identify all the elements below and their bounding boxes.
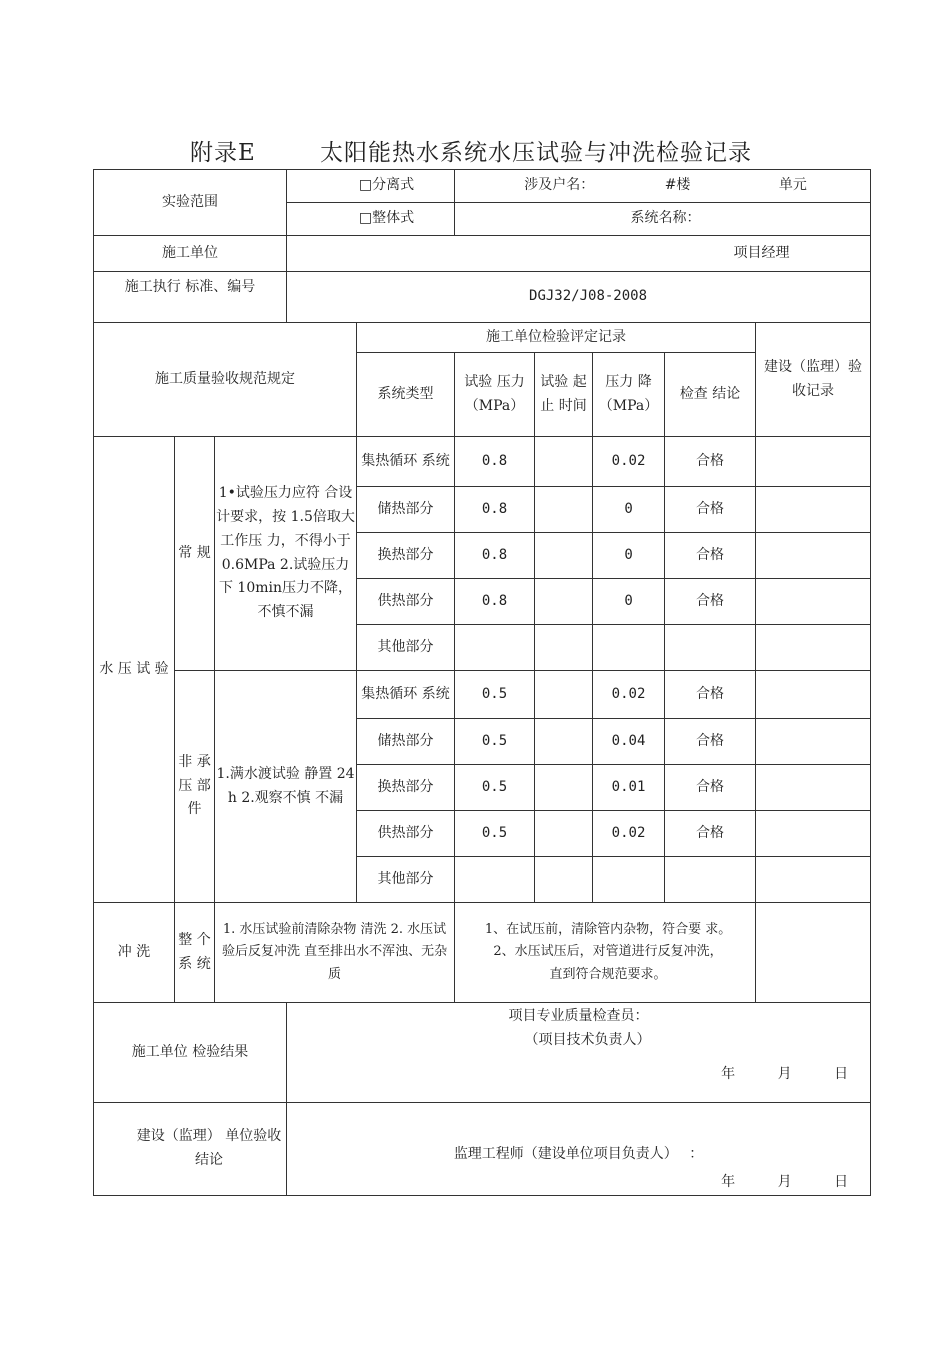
building-label: #楼	[664, 177, 691, 194]
contractor-row	[94, 236, 871, 272]
drop-cell: 0	[593, 533, 665, 579]
inspection-form-table	[93, 169, 871, 1196]
month-label: 月	[777, 1174, 792, 1191]
pressure-cell: 0.8	[455, 579, 535, 625]
result-cell[interactable]	[665, 857, 756, 903]
standard-label: 施工执行 标准、编号	[94, 272, 287, 323]
month-label: 月	[777, 1065, 792, 1082]
document-title	[0, 134, 950, 168]
system-type-cell: 供热部分	[357, 811, 455, 857]
system-type-cell: 集热循环 系统	[357, 437, 455, 487]
system-type-cell: 换热部分	[357, 765, 455, 811]
supervision-cell[interactable]	[756, 857, 871, 903]
pressure-cell[interactable]	[455, 625, 535, 671]
drop-cell: 0.01	[593, 765, 665, 811]
pressure-cell: 0.5	[455, 765, 535, 811]
quality-spec-label: 施工质量验收规范规定	[94, 323, 357, 437]
engineer-label: 监理工程师（建设单位项目负责人） ：	[453, 1146, 704, 1163]
inspector-label: 项目专业质量检查员：	[508, 1008, 649, 1024]
time-cell[interactable]	[535, 811, 593, 857]
split-type-checkbox[interactable]: □分离式	[287, 170, 455, 203]
flush-result-line-2: 2、水压试压后，对管道进行反复冲洗，	[493, 944, 723, 960]
appendix-label: 附录E	[190, 140, 256, 166]
result-cell: 合格	[665, 487, 756, 533]
drop-cell: 0	[593, 487, 665, 533]
col-test-pressure: 试验 压力（MPa）	[455, 353, 535, 437]
time-cell[interactable]	[535, 579, 593, 625]
system-type-cell: 其他部分	[357, 625, 455, 671]
system-name-field[interactable]: 系统名称：	[455, 203, 871, 236]
conclusion-row	[94, 1103, 871, 1196]
system-type-cell: 储热部分	[357, 719, 455, 765]
col-test-time: 试验 起止 时间	[535, 353, 593, 437]
drop-cell: 0	[593, 579, 665, 625]
scope-label: 实验范围	[94, 170, 287, 236]
project-manager-field[interactable]: 项目经理	[287, 236, 871, 272]
time-cell[interactable]	[535, 625, 593, 671]
system-type-cell: 换热部分	[357, 533, 455, 579]
supervision-cell[interactable]	[756, 579, 871, 625]
supervision-cell[interactable]	[756, 719, 871, 765]
result-cell: 合格	[665, 579, 756, 625]
flush-spec-text: 1. 水压试验前清除杂物 清洗 2. 水压试验后反复冲洗 直至排出水不浑浊、无杂质	[215, 903, 455, 1003]
conclusion-date[interactable]	[289, 1171, 868, 1195]
supervision-cell[interactable]	[756, 765, 871, 811]
pressure-cell: 0.8	[455, 533, 535, 579]
result-cell: 合格	[665, 671, 756, 719]
nonpressure-spec-text: 1.满水渡试验 静置 24 h 2.观察不慎 不漏	[215, 671, 357, 903]
quality-header-row	[94, 323, 871, 353]
supervision-cell[interactable]	[756, 811, 871, 857]
drop-cell[interactable]	[593, 625, 665, 671]
conclusion-label: 建设（监理） 单位验收结论	[94, 1103, 287, 1196]
result-cell: 合格	[665, 811, 756, 857]
table-row	[94, 437, 871, 487]
flush-row	[94, 903, 871, 1003]
time-cell[interactable]	[535, 765, 593, 811]
household-label: 涉及户名：	[524, 177, 595, 194]
record-header: 施工单位检验评定记录	[357, 323, 756, 353]
standard-row	[94, 272, 871, 323]
time-cell[interactable]	[535, 857, 593, 903]
form-title: 太阳能热水系统水压试验与冲洗检验记录	[320, 140, 752, 166]
supervision-cell[interactable]	[756, 625, 871, 671]
col-pressure-drop: 压力 降（MPa）	[593, 353, 665, 437]
supervision-cell[interactable]	[756, 437, 871, 487]
pressure-cell: 0.5	[455, 671, 535, 719]
time-cell[interactable]	[535, 437, 593, 487]
flush-result-line-3: 直到符合规范要求。	[549, 966, 667, 982]
flush-result	[455, 903, 756, 1003]
normal-spec-text: 1•试验压力应符 合设计要求，按 1.5倍取大工作压 力，不得小于 0.6MPa 2.试验压力下 10min压力不降，不慎不漏	[215, 437, 357, 671]
year-label: 年	[721, 1174, 736, 1191]
system-type-cell: 集热循环 系统	[357, 671, 455, 719]
supervision-cell[interactable]	[756, 903, 871, 1003]
drop-cell[interactable]	[593, 857, 665, 903]
scope-row-1	[94, 170, 871, 203]
pressure-cell: 0.5	[455, 719, 535, 765]
col-system-type: 系统类型	[357, 353, 455, 437]
flush-result-line-1: 1、在试压前，清除管内杂物，符合要 求。	[484, 922, 732, 938]
pressure-cell: 0.8	[455, 437, 535, 487]
time-cell[interactable]	[535, 487, 593, 533]
hydro-test-label: 水 压 试 验	[94, 437, 175, 903]
inspection-content[interactable]	[287, 1003, 871, 1103]
household-field[interactable]	[455, 170, 871, 203]
pressure-cell: 0.8	[455, 487, 535, 533]
time-cell[interactable]	[535, 533, 593, 579]
conclusion-content[interactable]	[287, 1103, 871, 1196]
drop-cell: 0.02	[593, 671, 665, 719]
result-cell: 合格	[665, 437, 756, 487]
flush-label: 冲 洗	[94, 903, 175, 1003]
year-label: 年	[721, 1065, 736, 1082]
system-type-cell: 供热部分	[357, 579, 455, 625]
drop-cell: 0.02	[593, 437, 665, 487]
time-cell[interactable]	[535, 719, 593, 765]
inspection-date[interactable]	[289, 1063, 868, 1087]
nonpressure-label: 非 承 压 部 件	[175, 671, 215, 903]
supervision-header: 建设（监理）验收记录	[756, 323, 871, 437]
col-check-result: 检查 结论	[665, 353, 756, 437]
pressure-cell: 0.5	[455, 811, 535, 857]
system-type-cell: 储热部分	[357, 487, 455, 533]
unit-label: 单元	[778, 177, 807, 194]
flush-sub-label: 整 个 系 统	[175, 903, 215, 1003]
whole-type-checkbox[interactable]: □整体式	[287, 203, 455, 236]
supervision-cell[interactable]	[756, 487, 871, 533]
result-cell: 合格	[665, 533, 756, 579]
time-cell[interactable]	[535, 671, 593, 719]
day-label: 日	[834, 1174, 849, 1191]
pressure-cell[interactable]	[455, 857, 535, 903]
drop-cell: 0.04	[593, 719, 665, 765]
drop-cell: 0.02	[593, 811, 665, 857]
day-label: 日	[834, 1065, 849, 1082]
result-cell: 合格	[665, 765, 756, 811]
inspection-label: 施工单位 检验结果	[94, 1003, 287, 1103]
system-type-cell: 其他部分	[357, 857, 455, 903]
supervision-cell[interactable]	[756, 533, 871, 579]
result-cell[interactable]	[665, 625, 756, 671]
normal-label: 常 规	[175, 437, 215, 671]
contractor-label: 施工单位	[94, 236, 287, 272]
inspection-row	[94, 1003, 871, 1103]
result-cell: 合格	[665, 719, 756, 765]
table-row	[94, 671, 871, 719]
standard-code: DGJ32/J08-2008	[287, 272, 871, 323]
tech-lead-label: （项目技术负责人）	[524, 1031, 651, 1048]
supervision-cell[interactable]	[756, 671, 871, 719]
